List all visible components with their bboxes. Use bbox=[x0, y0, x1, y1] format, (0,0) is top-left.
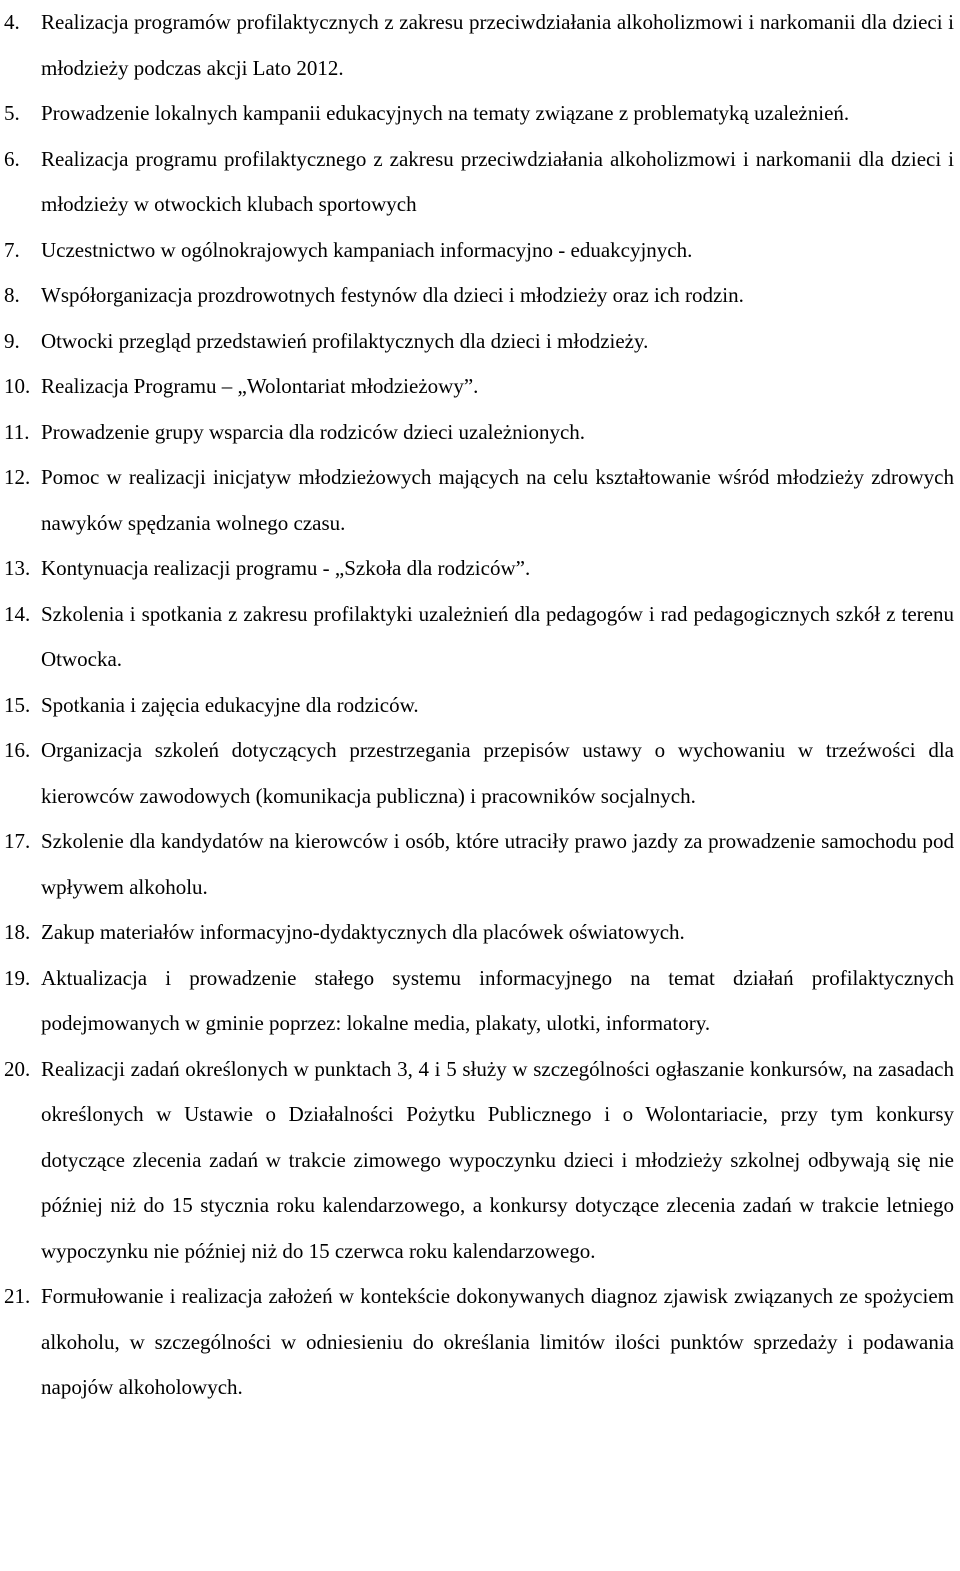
list-item-text: Uczestnictwo w ogólnokrajowych kampaniach informacyjno - eduakcyjnych. bbox=[41, 237, 693, 262]
list-item-number: 11. bbox=[4, 419, 30, 444]
list-item bbox=[4, 1047, 954, 1275]
list-item-number: 4. bbox=[4, 10, 20, 34]
list-item-number: 9. bbox=[4, 328, 20, 353]
list-item-text: Aktualizacja i prowadzenie stałego systemu informacyjnego na temat działań profilaktycznych podejmowanych w gminie poprzez: lokalne media, plakaty, ulotki, informatory. bbox=[41, 965, 954, 1035]
list-item bbox=[4, 273, 954, 319]
list-item bbox=[4, 728, 954, 819]
list-item-number: 14. bbox=[4, 601, 31, 626]
list-item-text: Szkolenia i spotkania z zakresu profilaktyki uzależnień dla pedagogów i rad pedagogicznych szkół z terenu Otwocka. bbox=[41, 601, 954, 671]
list-item bbox=[4, 1274, 954, 1411]
list-item-text: Pomoc w realizacji inicjatyw młodzieżowych mających na celu kształtowanie wśród młodzieży zdrowych nawyków spędzania wolnego czasu. bbox=[41, 465, 954, 535]
list-item-text: Współorganizacja prozdrowotnych festynów dla dzieci i młodzieży oraz ich rodzin. bbox=[41, 283, 744, 307]
list-item bbox=[4, 819, 954, 910]
list-item-text: Prowadzenie lokalnych kampanii edukacyjnych na tematy związane z problematyką uzależnień. bbox=[41, 101, 850, 125]
list-item-number: 8. bbox=[4, 283, 20, 307]
list-item bbox=[4, 0, 954, 91]
list-item-number: 20. bbox=[4, 1056, 31, 1081]
list-item-number: 6. bbox=[4, 146, 20, 171]
list-item-text: Otwocki przegląd przedstawień profilaktycznych dla dzieci i młodzieży. bbox=[41, 328, 649, 353]
list-item-number: 21. bbox=[4, 1284, 31, 1308]
list-item-text: Realizacja programu profilaktycznego z zakresu przeciwdziałania alkoholizmowi i narkomanii dla dzieci i młodzieży w otwockich klubach sportowych bbox=[41, 146, 954, 216]
list-item-number: 7. bbox=[4, 237, 20, 262]
list-item-text: Formułowanie i realizacja założeń w kontekście dokonywanych diagnoz zjawisk związanych ze spożyciem alkoholu, w szczególności w odniesieniu do określania limitów ilości punktów sprzedaży i podawania napojów alkoholowych. bbox=[41, 1284, 954, 1399]
list-item-text: Organizacja szkoleń dotyczących przestrzegania przepisów ustawy o wychowaniu w trzeźwości dla kierowców zawodowych (komunikacja publiczna) i pracowników socjalnych. bbox=[41, 738, 954, 808]
list-item-number: 12. bbox=[4, 465, 31, 489]
list-item bbox=[4, 137, 954, 228]
list-item bbox=[4, 410, 954, 456]
list-item bbox=[4, 364, 954, 410]
list-item-text: Realizacja Programu – „Wolontariat młodzieżowy”. bbox=[41, 374, 479, 398]
list-item-text: Kontynuacja realizacji programu - „Szkoła dla rodziców”. bbox=[41, 556, 531, 580]
list-item-text: Realizacja programów profilaktycznych z zakresu przeciwdziałania alkoholizmowi i narkomanii dla dzieci i młodzieży podczas akcji Lato 2012. bbox=[41, 10, 954, 80]
list-item bbox=[4, 910, 954, 956]
list-item-number: 16. bbox=[4, 738, 31, 762]
list-item bbox=[4, 455, 954, 546]
list-item-number: 13. bbox=[4, 556, 31, 580]
numbered-list bbox=[4, 0, 954, 1411]
list-item-number: 5. bbox=[4, 101, 20, 125]
list-item-text: Realizacji zadań określonych w punktach 3, 4 i 5 służy w szczególności ogłaszanie konkursów, na zasadach określonych w Ustawie o Działalności Pożytku Publicznego i o Wolontariacie, przy tym konkursy dotyczące zlecenia zadań w trakcie zimowego wypoczynku dzieci i młodzieży szkolnej odbywają się nie później niż do 15 stycznia roku kalendarzowego, a konkursy dotyczące zlecenia zadań w trakcie letniego wypoczynku nie później niż do 15 czerwca roku kalendarzowego. bbox=[41, 1056, 954, 1263]
list-item-number: 10. bbox=[4, 374, 31, 398]
list-item-text: Szkolenie dla kandydatów na kierowców i osób, które utraciły prawo jazdy za prowadzenie samochodu pod wpływem alkoholu. bbox=[41, 829, 954, 899]
list-item-number: 15. bbox=[4, 692, 31, 717]
list-item-number: 18. bbox=[4, 920, 31, 944]
list-item bbox=[4, 956, 954, 1047]
list-item-number: 17. bbox=[4, 829, 31, 853]
list-item-number: 19. bbox=[4, 965, 31, 990]
list-item-text: Zakup materiałów informacyjno-dydaktycznych dla placówek oświatowych. bbox=[41, 920, 685, 944]
list-item bbox=[4, 228, 954, 274]
list-item bbox=[4, 546, 954, 592]
list-item bbox=[4, 319, 954, 365]
list-item bbox=[4, 91, 954, 137]
list-item bbox=[4, 592, 954, 683]
list-item bbox=[4, 683, 954, 729]
list-item-text: Prowadzenie grupy wsparcia dla rodziców dzieci uzależnionych. bbox=[41, 419, 586, 444]
list-item-text: Spotkania i zajęcia edukacyjne dla rodziców. bbox=[41, 692, 419, 717]
